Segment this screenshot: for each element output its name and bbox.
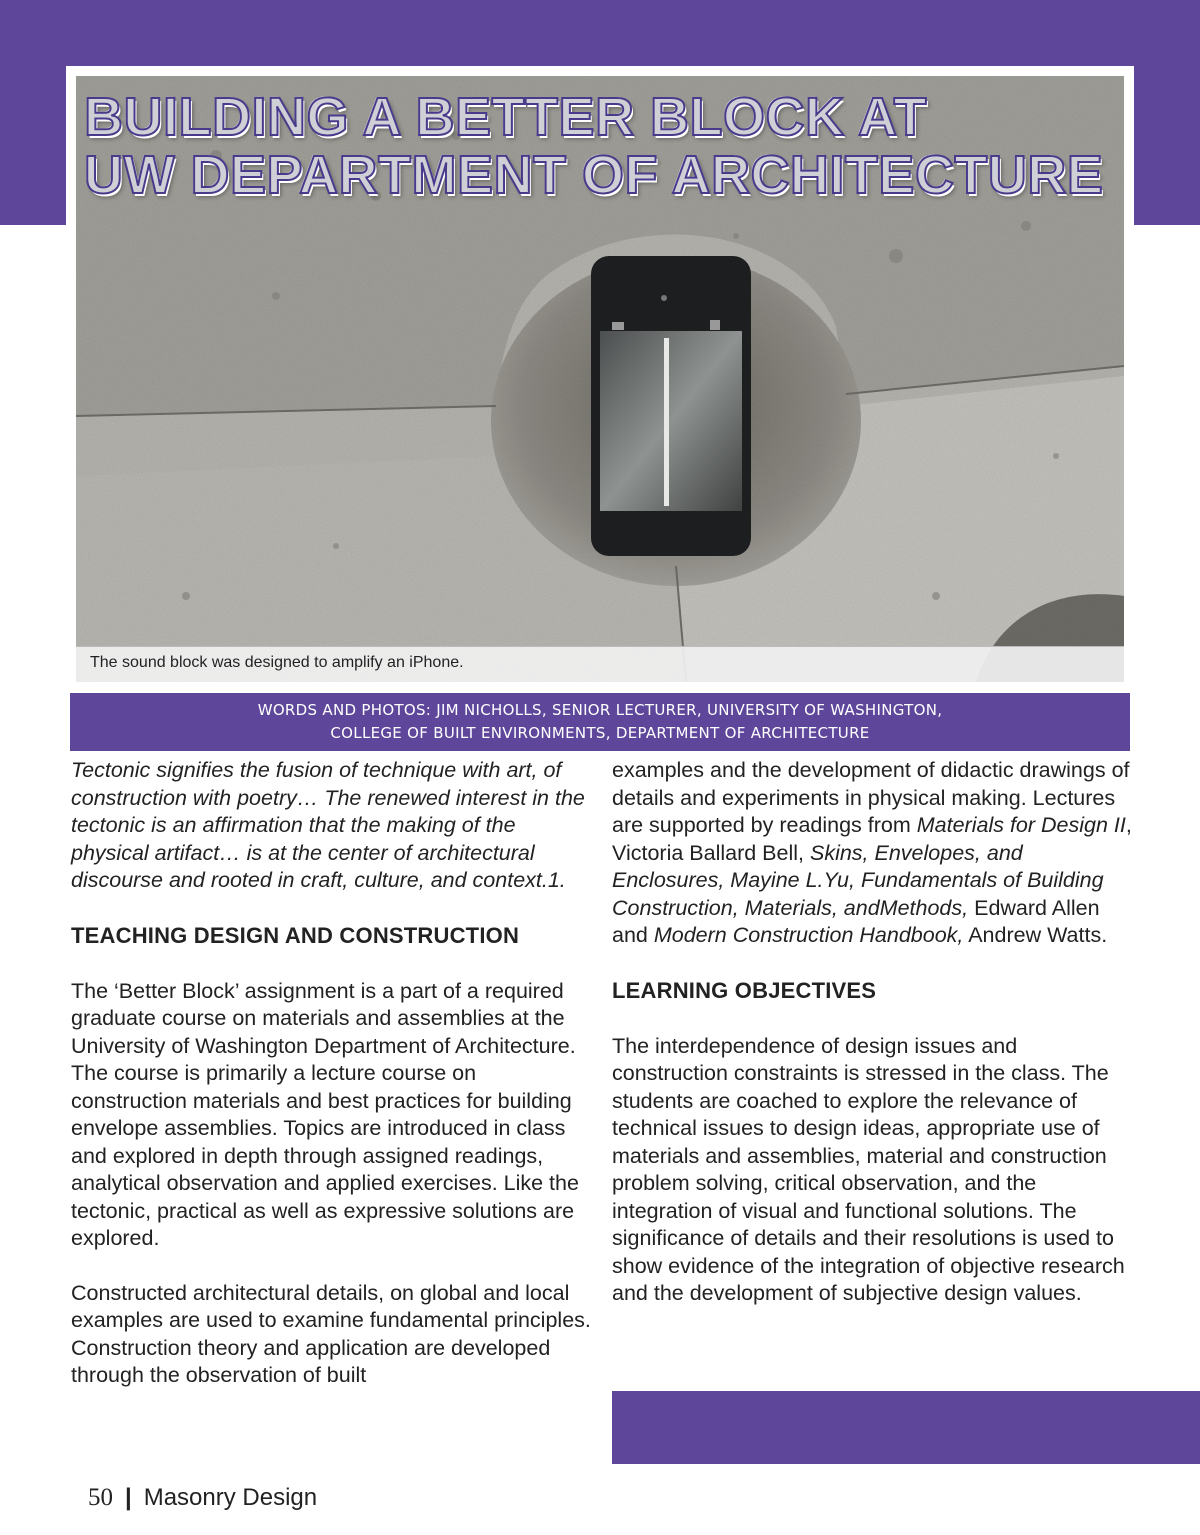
page-number: 50	[88, 1484, 113, 1511]
readings-text-d: Andrew Watts.	[963, 923, 1108, 947]
book-title-skins: Skins, Envelopes, and Enclosures, Mayine L.Yu, Fundamentals of Building Construction, Materials, andMethods,	[612, 840, 1104, 920]
section-heading-objectives: LEARNING OBJECTIVES	[612, 977, 877, 1003]
readings-text-c: Edward Allen and	[612, 895, 1100, 947]
photo-caption: The sound block was designed to amplify an iPhone.	[90, 654, 464, 671]
byline-line-2: COLLEGE OF BUILT ENVIRONMENTS, DEPARTMENT OF ARCHITECTURE	[330, 724, 870, 742]
book-title-handbook: Modern Construction Handbook,	[653, 923, 964, 947]
paragraph-constructed-details: Constructed architectural details, on global and local examples are used to examine fundamental principles. Construction theory and application are developed through the observation of built	[71, 1280, 591, 1387]
footer-separator: |	[125, 1484, 132, 1511]
bottom-color-block	[612, 1391, 1200, 1464]
book-title-materials: Materials for Design II	[916, 813, 1126, 837]
phone-in-block	[591, 256, 751, 556]
byline-line-1: WORDS AND PHOTOS: JIM NICHOLLS, SENIOR LECTURER, UNIVERSITY OF WASHINGTON,	[257, 701, 943, 719]
page-footer	[88, 1484, 317, 1512]
article-title-line-1: BUILDING A BETTER BLOCK AT	[84, 87, 927, 147]
publication-name: Masonry Design	[143, 1484, 318, 1511]
section-heading-teaching: TEACHING DESIGN AND CONSTRUCTION	[71, 922, 520, 948]
readings-text-b: , Victoria Ballard Bell,	[612, 813, 1132, 865]
opening-quote: Tectonic signifies the fusion of technique with art, of construction with poetry… The renewed interest in the tectonic is an affirmation that the making of the physical artifact… is at the center of architectural discourse and rooted in craft, culture, and context.1.	[71, 758, 585, 892]
paragraph-better-block: The ‘Better Block’ assignment is a part of a required graduate course on materials and assemblies at the University of Washington Department of Architecture. The course is primarily a lecture course on construction materials and best practices for building envelope assemblies. Topics are introduced in class and explored in depth through assigned readings, analytical observation and applied exercises. Like the tectonic, practical as well as expressive solutions are explored.	[71, 978, 579, 1250]
paragraph-objectives: The interdependence of design issues and construction constraints is stressed in the class. The students are coached to explore the relevance of technical issues to design ideas, appropriate use of materials and assemblies, material and construction problem solving, critical observation, and the integration of visual and functional solutions. The significance of details and their resolutions is used to show evidence of the integration of objective research and the development of subjective design values.	[612, 1033, 1125, 1305]
left-column	[71, 757, 596, 1417]
paragraph-readings	[612, 757, 1137, 950]
photo-caption-bar	[76, 646, 1124, 682]
article-title	[84, 88, 1124, 204]
right-column	[612, 757, 1137, 1335]
readings-text-a: examples and the development of didactic drawings of details and experiments in physical making. Lectures are supported by readings from	[612, 758, 1130, 837]
article-title-line-2: UW DEPARTMENT OF ARCHITECTURE	[84, 145, 1104, 205]
byline	[70, 693, 1130, 751]
